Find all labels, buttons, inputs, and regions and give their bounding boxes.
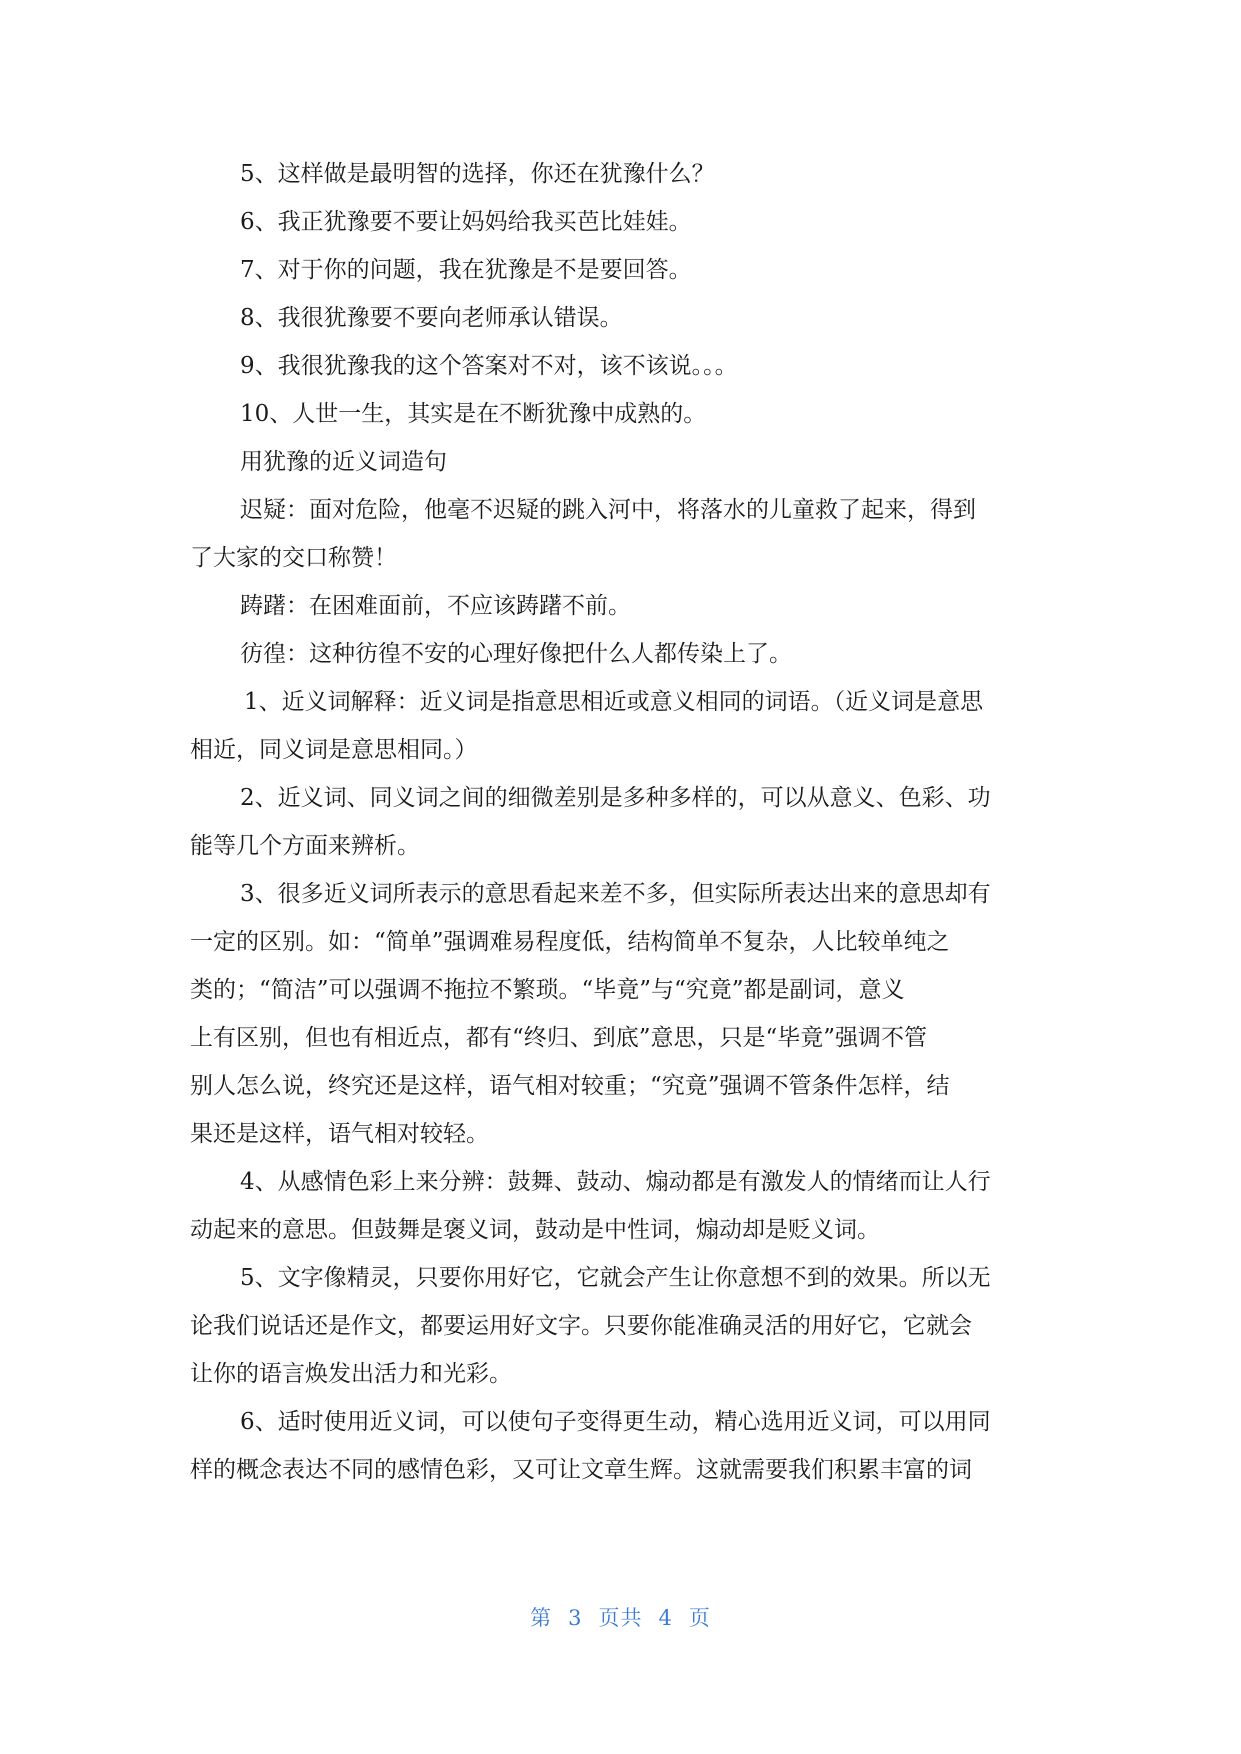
footer-middle: 页共 xyxy=(598,1606,643,1630)
text-line: 动起来的意思。但鼓舞是褒义词，鼓动是中性词，煽动却是贬义词。 xyxy=(190,1217,880,1243)
text-line: 彷徨：这种彷徨不安的心理好像把什么人都传染上了。 xyxy=(240,641,792,667)
text-line: 10、人世一生，其实是在不断犹豫中成熟的。 xyxy=(240,401,707,427)
document-body xyxy=(190,150,1052,1494)
text-line: 5、文字像精灵，只要你用好它，它就会产生让你意想不到的效果。所以无 xyxy=(240,1265,991,1291)
text-line: 3、很多近义词所表示的意思看起来差不多，但实际所表达出来的意思却有 xyxy=(240,881,991,907)
text-line: 了大家的交口称赞！ xyxy=(190,545,397,571)
page-footer xyxy=(0,1602,1241,1632)
text-line: 4、从感情色彩上来分辨：鼓舞、鼓动、煽动都是有激发人的情绪而让人行 xyxy=(240,1169,991,1195)
text-line: 9、我很犹豫我的这个答案对不对，该不该说。。。 xyxy=(240,353,738,379)
text-line: 6、我正犹豫要不要让妈妈给我买芭比娃娃。 xyxy=(240,209,692,235)
text-line: 能等几个方面来辨析。 xyxy=(190,833,420,859)
footer-suffix: 页 xyxy=(688,1606,711,1630)
text-line: 别人怎么说，终究还是这样，语气相对较重；“究竟”强调不管条件怎样，结 xyxy=(190,1073,950,1099)
text-line: 7、对于你的问题，我在犹豫是不是要回答。 xyxy=(240,257,692,283)
current-page-number: 3 xyxy=(568,1606,583,1630)
text-line: 论我们说话还是作文，都要运用好文字。只要你能准确灵活的用好它，它就会 xyxy=(190,1313,972,1339)
text-line: 让你的语言焕发出活力和光彩。 xyxy=(190,1361,512,1387)
text-line: 5、这样做是最明智的选择，你还在犹豫什么？ xyxy=(240,161,715,187)
footer-prefix: 第 xyxy=(530,1606,553,1630)
text-line: 样的概念表达不同的感情色彩，又可让文章生辉。这就需要我们积累丰富的词 xyxy=(190,1457,972,1483)
text-line: 类的；“简洁”可以强调不拖拉不繁琐。“毕竟”与“究竟”都是副词，意义 xyxy=(190,977,905,1003)
section-heading: 用犹豫的近义词造句 xyxy=(240,449,447,475)
text-line: 一定的区别。如：“简单”强调难易程度低，结构简单不复杂，人比较单纯之 xyxy=(190,929,950,955)
text-line: 6、适时使用近义词，可以使句子变得更生动，精心选用近义词，可以用同 xyxy=(240,1409,991,1435)
text-line: 8、我很犹豫要不要向老师承认错误。 xyxy=(240,305,623,331)
text-line: 1、近义词解释：近义词是指意思相近或意义相同的词语。（近义词是意思 xyxy=(244,689,984,715)
total-pages-number: 4 xyxy=(658,1606,673,1630)
text-line: 果还是这样，语气相对较轻。 xyxy=(190,1121,489,1147)
text-line: 上有区别，但也有相近点，都有“终归、到底”意思，只是“毕竟”强调不管 xyxy=(190,1025,928,1051)
text-line: 相近，同义词是意思相同。） xyxy=(190,737,478,763)
text-line: 踌躇：在困难面前，不应该踌躇不前。 xyxy=(240,593,631,619)
text-line: 迟疑：面对危险，他毫不迟疑的跳入河中，将落水的儿童救了起来，得到 xyxy=(240,497,976,523)
text-line: 2、近义词、同义词之间的细微差别是多种多样的，可以从意义、色彩、功 xyxy=(240,785,991,811)
